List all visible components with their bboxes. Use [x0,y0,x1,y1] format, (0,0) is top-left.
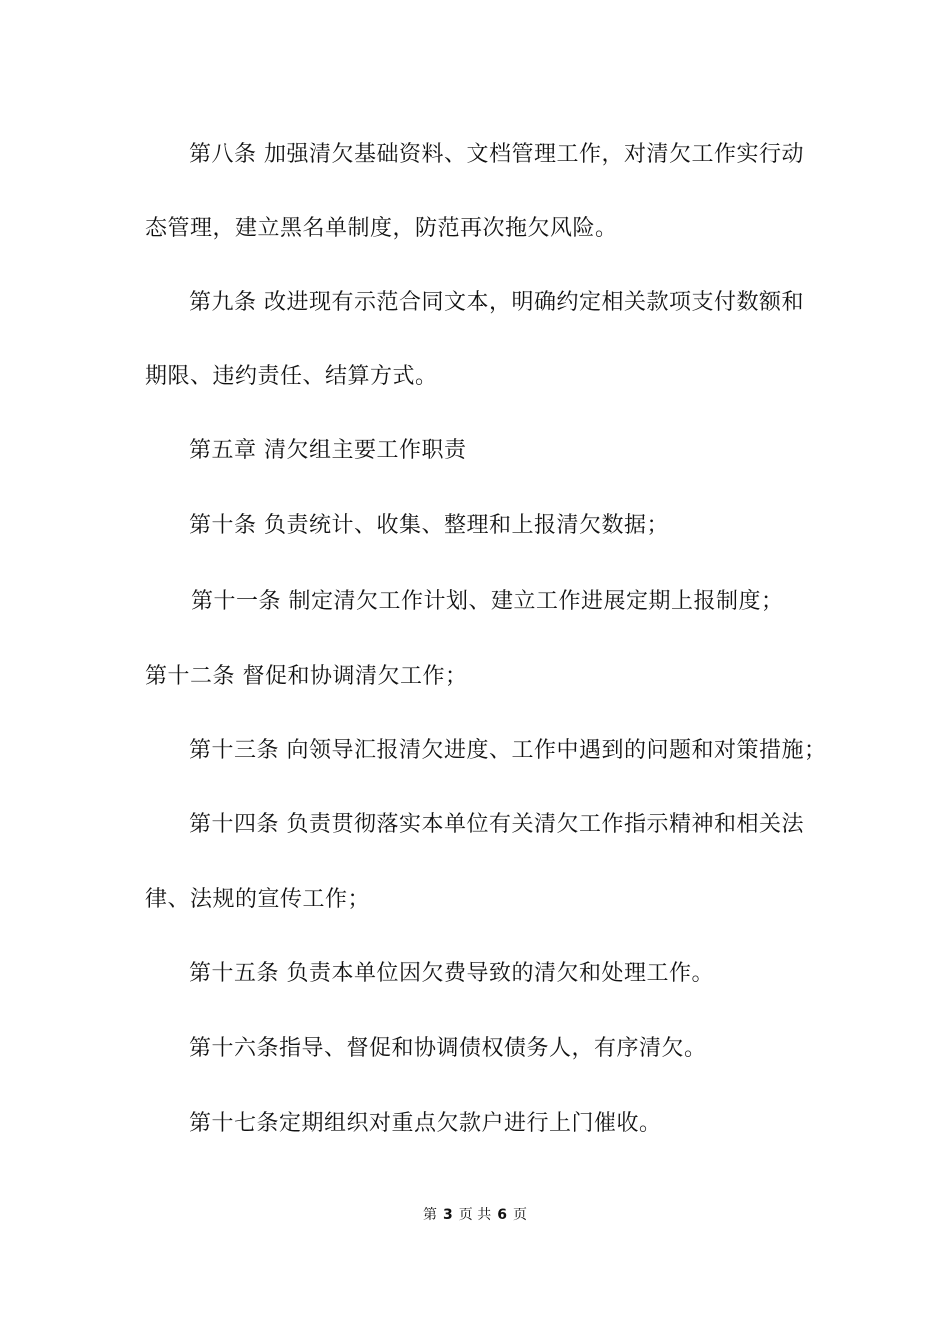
paragraph-line: 态管理，建立黑名单制度，防范再次拖欠风险。 [145,216,618,241]
footer-middle: 页 共 [458,1207,492,1223]
paragraph-line: 第十七条定期组织对重点欠款户进行上门催收。 [189,1111,662,1136]
footer-total-pages: 6 [497,1207,507,1223]
paragraph-line: 期限、违约责任、结算方式。 [145,364,438,389]
paragraph-line: 第十四条 负责贯彻落实本单位有关清欠工作指示精神和相关法 [189,812,804,837]
page-footer [0,1206,950,1224]
chapter-heading: 第五章 清欠组主要工作职责 [189,438,467,463]
paragraph-line: 第十六条指导、督促和协调债权债务人，有序清欠。 [189,1036,707,1061]
paragraph-line: 第十一条 制定清欠工作计划、建立工作进展定期上报制度； [191,589,784,614]
footer-suffix: 页 [512,1207,527,1223]
paragraph-line: 第九条 改进现有示范合同文本，明确约定相关款项支付数额和 [189,290,804,315]
footer-prefix: 第 [423,1207,438,1223]
footer-current-page: 3 [443,1207,453,1223]
paragraph-line: 第十条 负责统计、收集、整理和上报清欠数据； [189,513,669,538]
paragraph-line: 律、法规的宣传工作； [145,887,371,912]
paragraph-line: 第十二条 督促和协调清欠工作； [145,664,468,689]
paragraph-line: 第十三条 向领导汇报清欠进度、工作中遇到的问题和对策措施； [189,738,827,763]
paragraph-line: 第八条 加强清欠基础资料、文档管理工作，对清欠工作实行动 [189,142,804,167]
paragraph-line: 第十五条 负责本单位因欠费导致的清欠和处理工作。 [189,961,714,986]
